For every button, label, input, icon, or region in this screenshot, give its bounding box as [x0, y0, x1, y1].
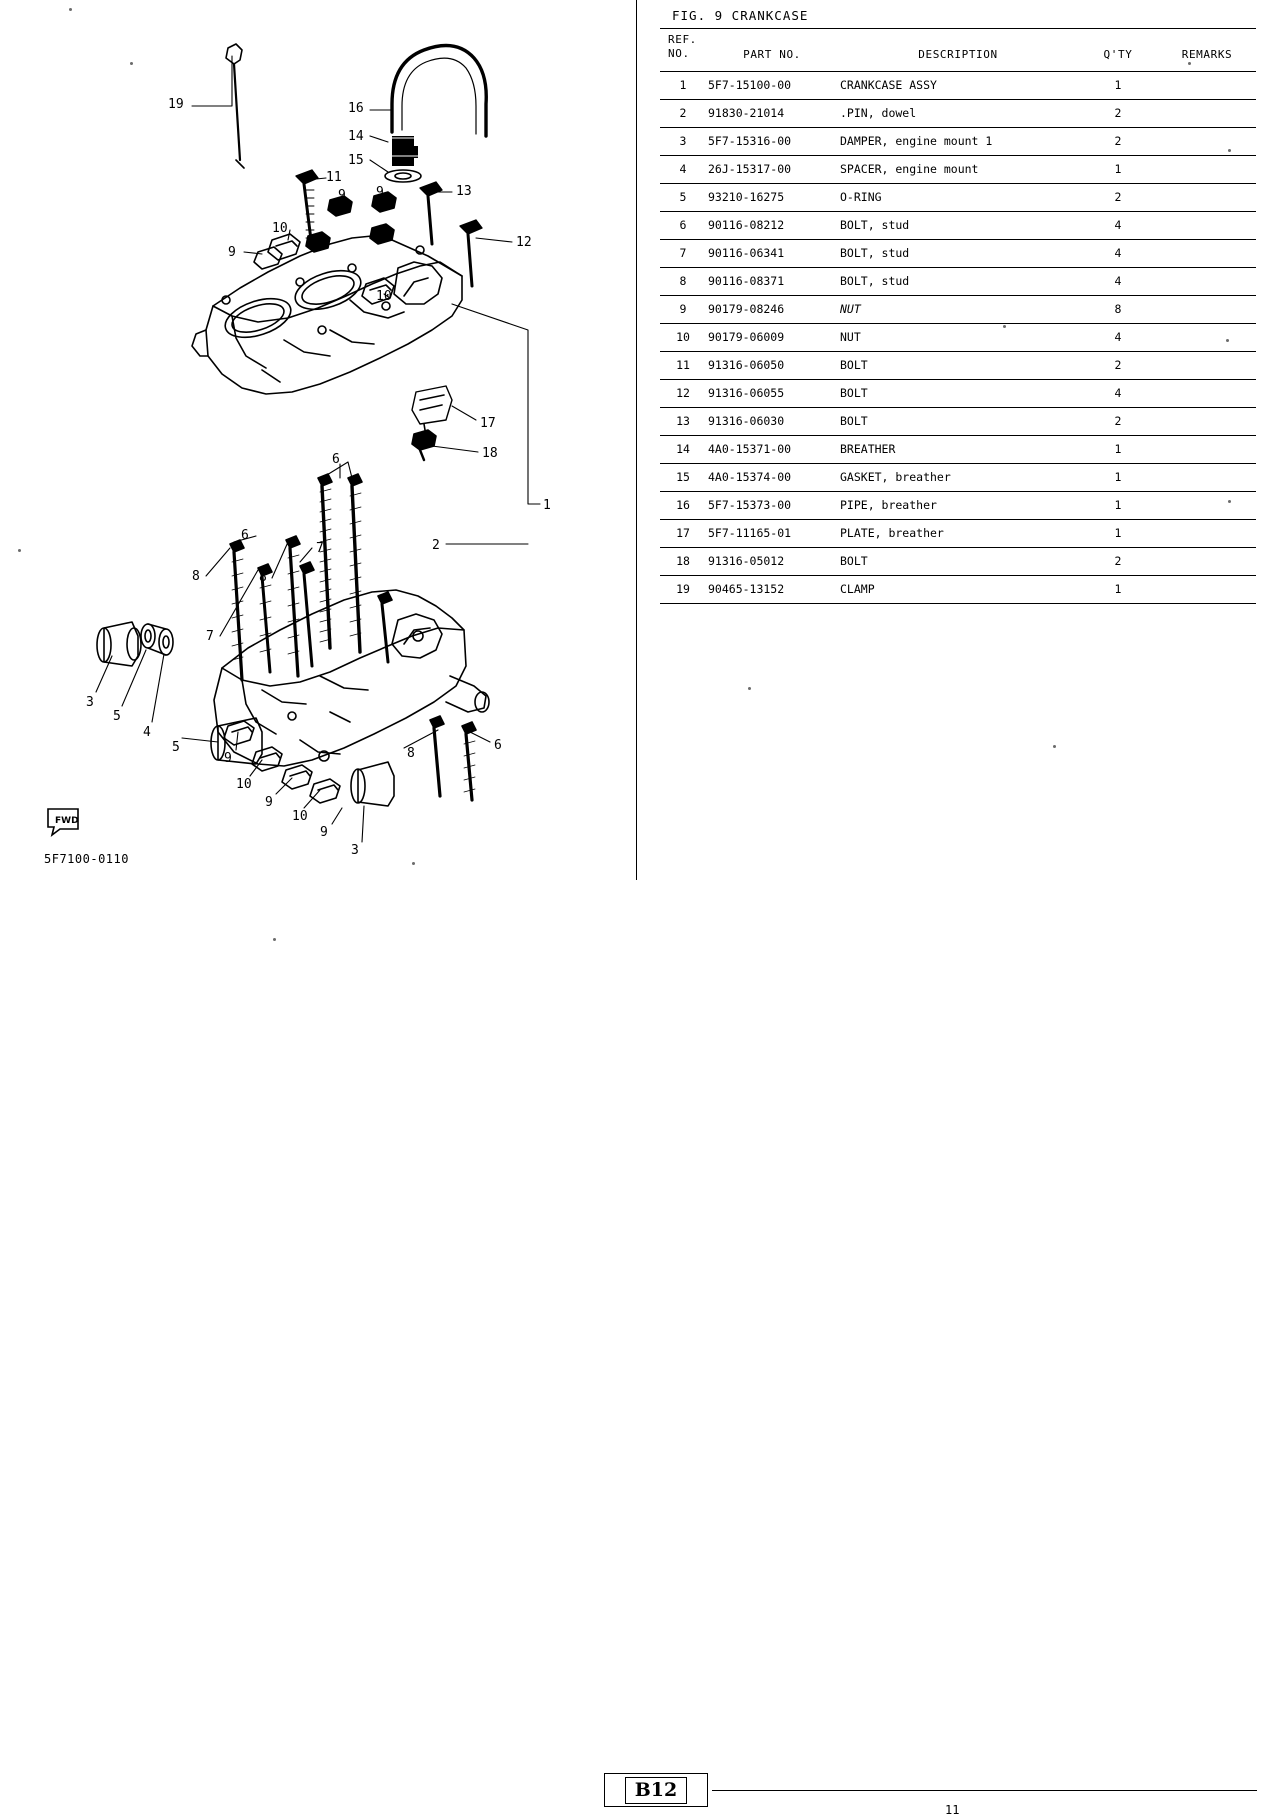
svg-text:8: 8 [407, 746, 415, 761]
cell-qty: 4 [1078, 323, 1158, 351]
cell-part-no: 5F7-11165-01 [706, 519, 838, 547]
cell-part-no: 91830-21014 [706, 99, 838, 127]
cell-qty: 1 [1078, 463, 1158, 491]
svg-text:6: 6 [241, 528, 249, 543]
cell-ref-no: 8 [660, 267, 706, 295]
crankcase-illustration [0, 0, 636, 880]
table-row [660, 267, 1256, 295]
cell-description: CRANKCASE ASSY [838, 71, 1078, 99]
svg-text:10: 10 [272, 221, 288, 236]
cell-description: BOLT, stud [838, 267, 1078, 295]
cell-remarks [1158, 575, 1256, 603]
svg-text:16: 16 [348, 101, 364, 116]
cell-part-no: 90116-08212 [706, 211, 838, 239]
scan-speck [18, 549, 21, 552]
cell-part-no: 5F7-15316-00 [706, 127, 838, 155]
table-header-row [660, 29, 1256, 72]
svg-text:9: 9 [228, 245, 236, 260]
cell-ref-no: 16 [660, 491, 706, 519]
svg-text:9: 9 [320, 825, 328, 840]
cell-ref-no: 1 [660, 71, 706, 99]
svg-text:12: 12 [516, 235, 532, 250]
scan-speck [69, 8, 72, 11]
figure-title: FIG. 9 CRANKCASE [672, 8, 809, 23]
svg-text:11: 11 [326, 170, 342, 185]
footer-rule [712, 1790, 1257, 1791]
cell-qty: 4 [1078, 239, 1158, 267]
cell-part-no: 5F7-15373-00 [706, 491, 838, 519]
cell-part-no: 90116-08371 [706, 267, 838, 295]
cell-description: CLAMP [838, 575, 1078, 603]
cell-qty: 2 [1078, 407, 1158, 435]
table-row [660, 491, 1256, 519]
cell-ref-no: 15 [660, 463, 706, 491]
cell-description: NUT [838, 323, 1078, 351]
diagram-code: 5F7100-0110 [44, 852, 129, 866]
cell-ref-no: 2 [660, 99, 706, 127]
cell-remarks [1158, 295, 1256, 323]
svg-text:17: 17 [480, 416, 496, 431]
table-row [660, 379, 1256, 407]
cell-description: GASKET, breather [838, 463, 1078, 491]
fwd-direction-mark [44, 805, 84, 837]
cell-part-no: 90179-08246 [706, 295, 838, 323]
scan-speck [130, 62, 133, 65]
svg-text:10: 10 [236, 777, 252, 792]
table-row [660, 547, 1256, 575]
scan-speck [412, 862, 415, 865]
page-number: 11 [945, 1803, 960, 1817]
cell-part-no: 90116-06341 [706, 239, 838, 267]
table-row [660, 323, 1256, 351]
cell-description: DAMPER, engine mount 1 [838, 127, 1078, 155]
svg-text:8: 8 [192, 569, 200, 584]
header-remarks: REMARKS [1158, 29, 1256, 72]
table-row [660, 71, 1256, 99]
cell-qty: 4 [1078, 211, 1158, 239]
table-row [660, 463, 1256, 491]
table-row [660, 183, 1256, 211]
cell-ref-no: 10 [660, 323, 706, 351]
table-row [660, 519, 1256, 547]
cell-remarks [1158, 435, 1256, 463]
exploded-diagram [0, 0, 636, 880]
svg-text:7: 7 [206, 629, 214, 644]
scan-speck [1053, 745, 1056, 748]
svg-text:6: 6 [494, 738, 502, 753]
cell-qty: 1 [1078, 435, 1158, 463]
scan-speck [1226, 339, 1229, 342]
table-row [660, 435, 1256, 463]
cell-ref-no: 12 [660, 379, 706, 407]
cell-qty: 2 [1078, 351, 1158, 379]
cell-ref-no: 13 [660, 407, 706, 435]
table-row [660, 295, 1256, 323]
svg-text:5: 5 [172, 740, 180, 755]
cell-ref-no: 14 [660, 435, 706, 463]
cell-qty: 1 [1078, 71, 1158, 99]
cell-qty: 1 [1078, 491, 1158, 519]
table-row [660, 239, 1256, 267]
table-row [660, 155, 1256, 183]
scan-speck [1003, 325, 1006, 328]
svg-text:10: 10 [292, 809, 308, 824]
svg-text:8: 8 [259, 570, 267, 585]
cell-qty: 1 [1078, 519, 1158, 547]
svg-text:3: 3 [351, 843, 359, 858]
cell-ref-no: 11 [660, 351, 706, 379]
svg-text:9: 9 [376, 185, 384, 200]
cell-part-no: 26J-15317-00 [706, 155, 838, 183]
cell-remarks [1158, 211, 1256, 239]
cell-description: BREATHER [838, 435, 1078, 463]
cell-qty: 1 [1078, 575, 1158, 603]
svg-text:6: 6 [332, 452, 340, 467]
svg-text:13: 13 [456, 184, 472, 199]
table-row [660, 211, 1256, 239]
svg-text:14: 14 [348, 129, 364, 144]
cell-part-no: 91316-06050 [706, 351, 838, 379]
svg-text:18: 18 [482, 446, 498, 461]
svg-text:7: 7 [316, 541, 324, 556]
cell-remarks [1158, 379, 1256, 407]
header-ref-no [660, 29, 706, 72]
cell-qty: 4 [1078, 267, 1158, 295]
header-part-no: PART NO. [706, 29, 838, 72]
cell-description: BOLT [838, 547, 1078, 575]
cell-remarks [1158, 239, 1256, 267]
cell-qty: 4 [1078, 379, 1158, 407]
header-qty: Q'TY [1078, 29, 1158, 72]
cell-remarks [1158, 127, 1256, 155]
table-row [660, 99, 1256, 127]
scan-speck [1228, 149, 1231, 152]
cell-part-no: 90179-06009 [706, 323, 838, 351]
cell-description: NUT [838, 295, 1078, 323]
scan-speck [273, 938, 276, 941]
cell-ref-no: 17 [660, 519, 706, 547]
cell-remarks [1158, 463, 1256, 491]
svg-text:5: 5 [113, 709, 121, 724]
cell-qty: 2 [1078, 183, 1158, 211]
table-row [660, 351, 1256, 379]
cell-ref-no: 7 [660, 239, 706, 267]
svg-text:3: 3 [86, 695, 94, 710]
scan-speck [1188, 62, 1191, 65]
fwd-label: FWD [55, 816, 79, 826]
parts-list-area [660, 8, 1256, 604]
cell-description: SPACER, engine mount [838, 155, 1078, 183]
cell-part-no: 4A0-15374-00 [706, 463, 838, 491]
svg-text:2: 2 [432, 538, 440, 553]
cell-remarks [1158, 99, 1256, 127]
svg-text:19: 19 [168, 97, 184, 112]
cell-qty: 2 [1078, 547, 1158, 575]
cell-part-no: 4A0-15371-00 [706, 435, 838, 463]
svg-text:10: 10 [376, 289, 392, 304]
cell-remarks [1158, 407, 1256, 435]
header-ref-no-line2: NO. [668, 46, 690, 60]
parts-table [660, 28, 1256, 604]
cell-description: BOLT [838, 351, 1078, 379]
cell-description: BOLT [838, 407, 1078, 435]
cell-remarks [1158, 183, 1256, 211]
cell-remarks [1158, 323, 1256, 351]
scan-speck [1228, 500, 1231, 503]
cell-remarks [1158, 547, 1256, 575]
cell-remarks [1158, 155, 1256, 183]
cell-qty: 2 [1078, 99, 1158, 127]
header-description: DESCRIPTION [838, 29, 1078, 72]
cell-qty: 1 [1078, 155, 1158, 183]
table-row [660, 127, 1256, 155]
cell-ref-no: 9 [660, 295, 706, 323]
cell-description: BOLT, stud [838, 211, 1078, 239]
section-code: B12 [625, 1777, 688, 1804]
cell-description: PIPE, breather [838, 491, 1078, 519]
cell-description: O-RING [838, 183, 1078, 211]
cell-part-no: 5F7-15100-00 [706, 71, 838, 99]
table-row [660, 407, 1256, 435]
cell-ref-no: 4 [660, 155, 706, 183]
cell-part-no: 91316-06030 [706, 407, 838, 435]
cell-remarks [1158, 519, 1256, 547]
cell-description: BOLT, stud [838, 239, 1078, 267]
cell-remarks [1158, 71, 1256, 99]
cell-remarks [1158, 351, 1256, 379]
cell-description: .PIN, dowel [838, 99, 1078, 127]
svg-text:1: 1 [543, 498, 551, 513]
svg-text:9: 9 [265, 795, 273, 810]
parts-table-body [660, 71, 1256, 603]
table-row [660, 575, 1256, 603]
svg-text:4: 4 [143, 725, 151, 740]
page-footer [0, 881, 1277, 1817]
cell-ref-no: 6 [660, 211, 706, 239]
cell-description: PLATE, breather [838, 519, 1078, 547]
cell-part-no: 91316-05012 [706, 547, 838, 575]
cell-part-no: 93210-16275 [706, 183, 838, 211]
cell-part-no: 90465-13152 [706, 575, 838, 603]
cell-qty: 2 [1078, 127, 1158, 155]
cell-ref-no: 19 [660, 575, 706, 603]
scan-speck [748, 687, 751, 690]
cell-remarks [1158, 267, 1256, 295]
cell-remarks [1158, 491, 1256, 519]
cell-qty: 8 [1078, 295, 1158, 323]
page-divider-rule [636, 0, 637, 880]
svg-text:15: 15 [348, 153, 364, 168]
section-code-box [604, 1773, 708, 1807]
header-ref-no-line1: REF. [668, 33, 697, 46]
svg-text:9: 9 [338, 188, 346, 203]
cell-ref-no: 5 [660, 183, 706, 211]
cell-ref-no: 18 [660, 547, 706, 575]
cell-part-no: 91316-06055 [706, 379, 838, 407]
cell-ref-no: 3 [660, 127, 706, 155]
svg-text:9: 9 [224, 751, 232, 766]
cell-description: BOLT [838, 379, 1078, 407]
